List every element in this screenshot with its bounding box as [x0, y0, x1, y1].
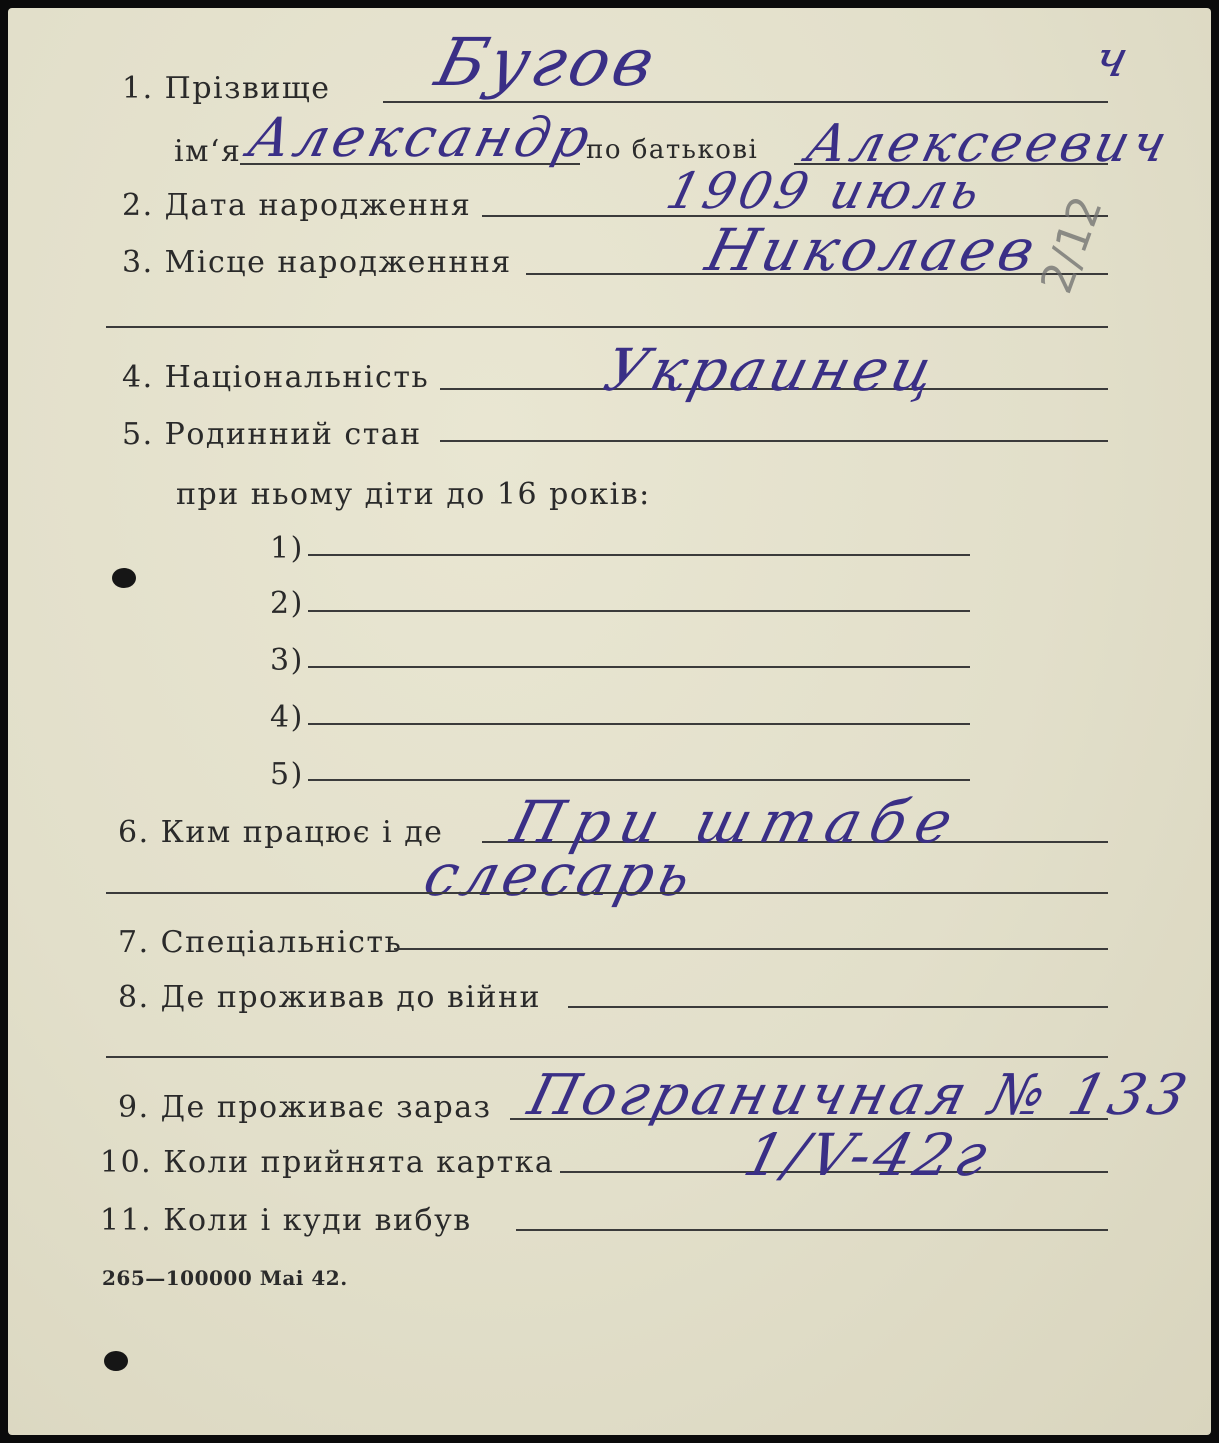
birth-place-line-2 — [106, 326, 1108, 328]
card-accepted-handwritten: 1/V-42г — [737, 1121, 999, 1189]
birth-place-label: 3. Місце народженння — [122, 245, 512, 280]
current-residence-handwritten: Пограничная № 133 — [522, 1063, 1197, 1128]
nationality-label: 4. Національність — [122, 360, 430, 395]
child-3-label: 3) — [270, 643, 304, 678]
birth-date-label: 2. Дата народження — [122, 188, 472, 223]
work-label: 6. Ким працює і де — [118, 815, 444, 850]
departed-line — [516, 1229, 1108, 1231]
name-label: ім‘я — [174, 134, 242, 169]
registration-card — [8, 8, 1211, 1435]
children-label: при ньому діти до 16 років: — [176, 477, 651, 512]
child-4-label: 4) — [270, 700, 304, 735]
child-5-label: 5) — [270, 757, 304, 792]
child-2-line — [308, 610, 970, 612]
nationality-handwritten: Украинец — [597, 336, 946, 404]
current-residence-label: 9. Де проживає зараз — [118, 1090, 492, 1125]
child-4-line — [308, 723, 970, 725]
prewar-residence-label: 8. Де проживав до війни — [118, 980, 541, 1015]
pencil-note: 2/12 — [1031, 189, 1113, 300]
punch-hole-bottom — [104, 1351, 128, 1371]
prewar-residence-line — [568, 1006, 1108, 1008]
family-status-label: 5. Родинний стан — [122, 417, 422, 452]
surname-line — [383, 101, 1108, 103]
child-1-line — [308, 554, 970, 556]
birth-place-handwritten: Николаев — [699, 216, 1046, 284]
print-imprint: 265—100000 Mai 42. — [102, 1266, 348, 1290]
name-handwritten: Александр — [242, 106, 601, 169]
specialty-label: 7. Спеціальність — [118, 925, 403, 960]
work-handwritten-2: слесарь — [417, 841, 702, 909]
surname-label: 1. Прізвище — [122, 71, 331, 106]
work-handwritten-1: При штабе — [504, 788, 970, 856]
surname-handwritten: Бугов — [428, 24, 667, 101]
child-3-line — [308, 666, 970, 668]
family-status-line — [440, 440, 1108, 442]
specialty-line — [394, 948, 1108, 950]
surname-suffix-handwritten: ч — [1088, 30, 1139, 88]
prewar-residence-line-2 — [106, 1056, 1108, 1058]
child-1-label: 1) — [270, 531, 304, 566]
birth-date-handwritten: 1909 июль — [660, 162, 990, 220]
patronymic-label: по батькові — [586, 135, 759, 165]
work-line-2 — [106, 892, 1108, 894]
child-5-line — [308, 779, 970, 781]
patronymic-handwritten: Алексеевич — [800, 114, 1177, 174]
departed-label: 11. Коли і куди вибув — [100, 1203, 472, 1238]
punch-hole-top — [112, 568, 136, 588]
card-accepted-label: 10. Коли прийнята картка — [100, 1145, 555, 1180]
child-2-label: 2) — [270, 586, 304, 621]
